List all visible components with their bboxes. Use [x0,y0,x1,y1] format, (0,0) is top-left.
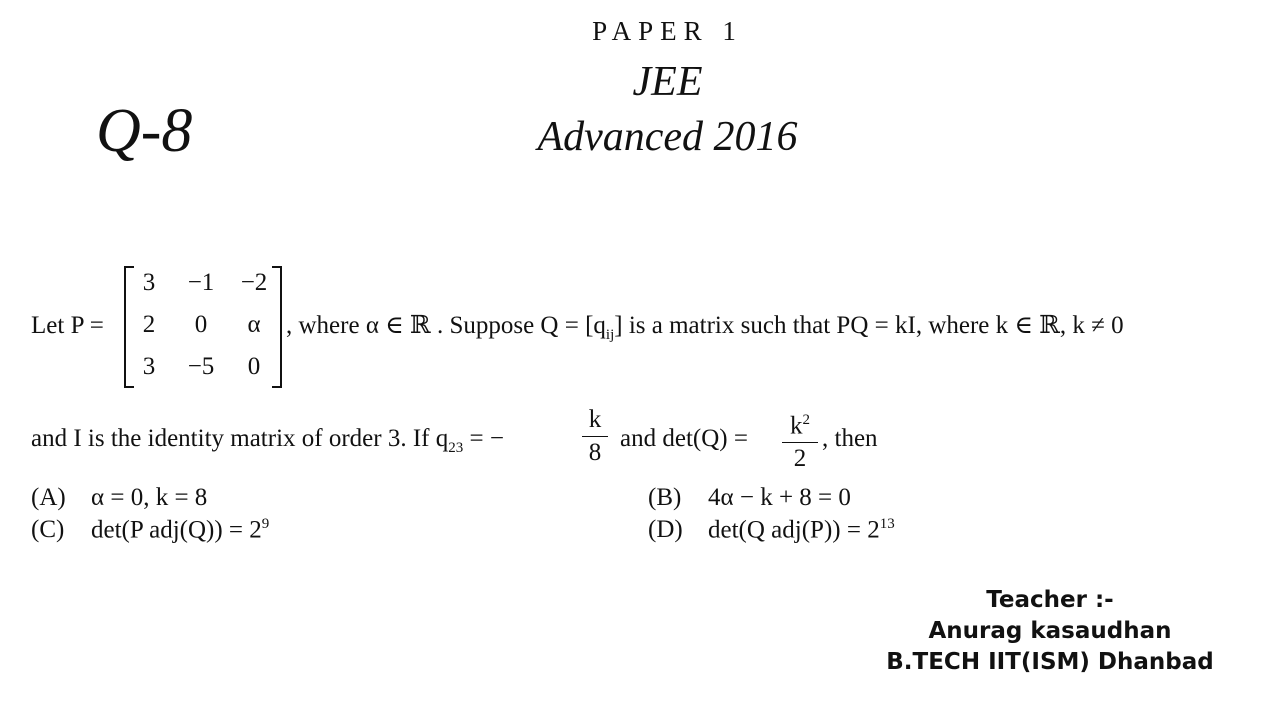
problem-let-text: Let P = [31,312,104,339]
option-label: (A) [31,484,66,511]
matrix-cell: 0 [194,311,208,338]
option-text: det(Q adj(P)) = 2 [708,516,880,544]
problem-line-2a [31,424,504,463]
matrix-cell: 0 [247,353,261,380]
question-number: Q-8 [96,97,193,165]
fraction-k2-over-2 [782,406,818,473]
numerator-k: k [790,412,803,440]
fraction-denominator: 8 [588,439,602,466]
option-text: 4α − k + 8 = 0 [708,484,851,511]
option-label: (B) [648,484,682,511]
option-label: (C) [31,516,65,544]
option-label: (D) [648,516,683,544]
problem-line-2c: and det(Q) = [620,425,748,452]
option-d [648,516,895,544]
matrix-cell: α [247,311,261,338]
matrix-cell: 2 [142,311,156,338]
numerator-exponent: 2 [802,412,810,428]
option-exponent: 9 [261,516,270,532]
fraction-numerator [782,406,818,440]
fraction-denominator: 2 [793,445,807,473]
matrix-cell: −1 [187,269,215,296]
matrix-cell: 3 [142,269,156,296]
fraction-k-over-8 [582,406,608,467]
problem-line-2d: , then [822,425,878,452]
teacher-credit [850,585,1250,678]
fraction-numerator: k [588,406,602,433]
q23-subscript: 23 [448,440,464,456]
matrix-cell: −5 [187,353,215,380]
teacher-name: Anurag kasaudhan [928,618,1172,644]
line1-text-a: , where α ∈ ℝ . Suppose Q = [q [286,312,606,339]
paper-label: PAPER 1 [592,16,743,46]
exam-edition: Advanced 2016 [537,114,798,160]
matrix-p [124,266,282,386]
fraction-bar [782,442,818,443]
option-a [31,484,207,512]
exam-title: JEE [632,59,703,105]
option-exponent: 13 [879,516,895,532]
matrix-cell: 3 [142,353,156,380]
option-c [31,516,269,544]
line2-text-b: = − [463,425,504,452]
qij-subscript: ij [605,327,615,343]
line2-text-a: and I is the identity matrix of order 3. If q [31,425,449,452]
option-b [648,484,851,512]
fraction-bar [582,436,608,437]
matrix-cell: −2 [240,269,268,296]
teacher-degree: B.TECH IIT(ISM) Dhanbad [886,649,1214,675]
teacher-title: Teacher :- [986,587,1114,613]
problem-line-1 [286,311,1124,350]
option-text: α = 0, k = 8 [91,484,208,511]
option-text: det(P adj(Q)) = 2 [91,516,262,544]
line1-text-b: ] is a matrix such that PQ = kI, where k ∈ ℝ, k ≠ 0 [614,312,1124,339]
